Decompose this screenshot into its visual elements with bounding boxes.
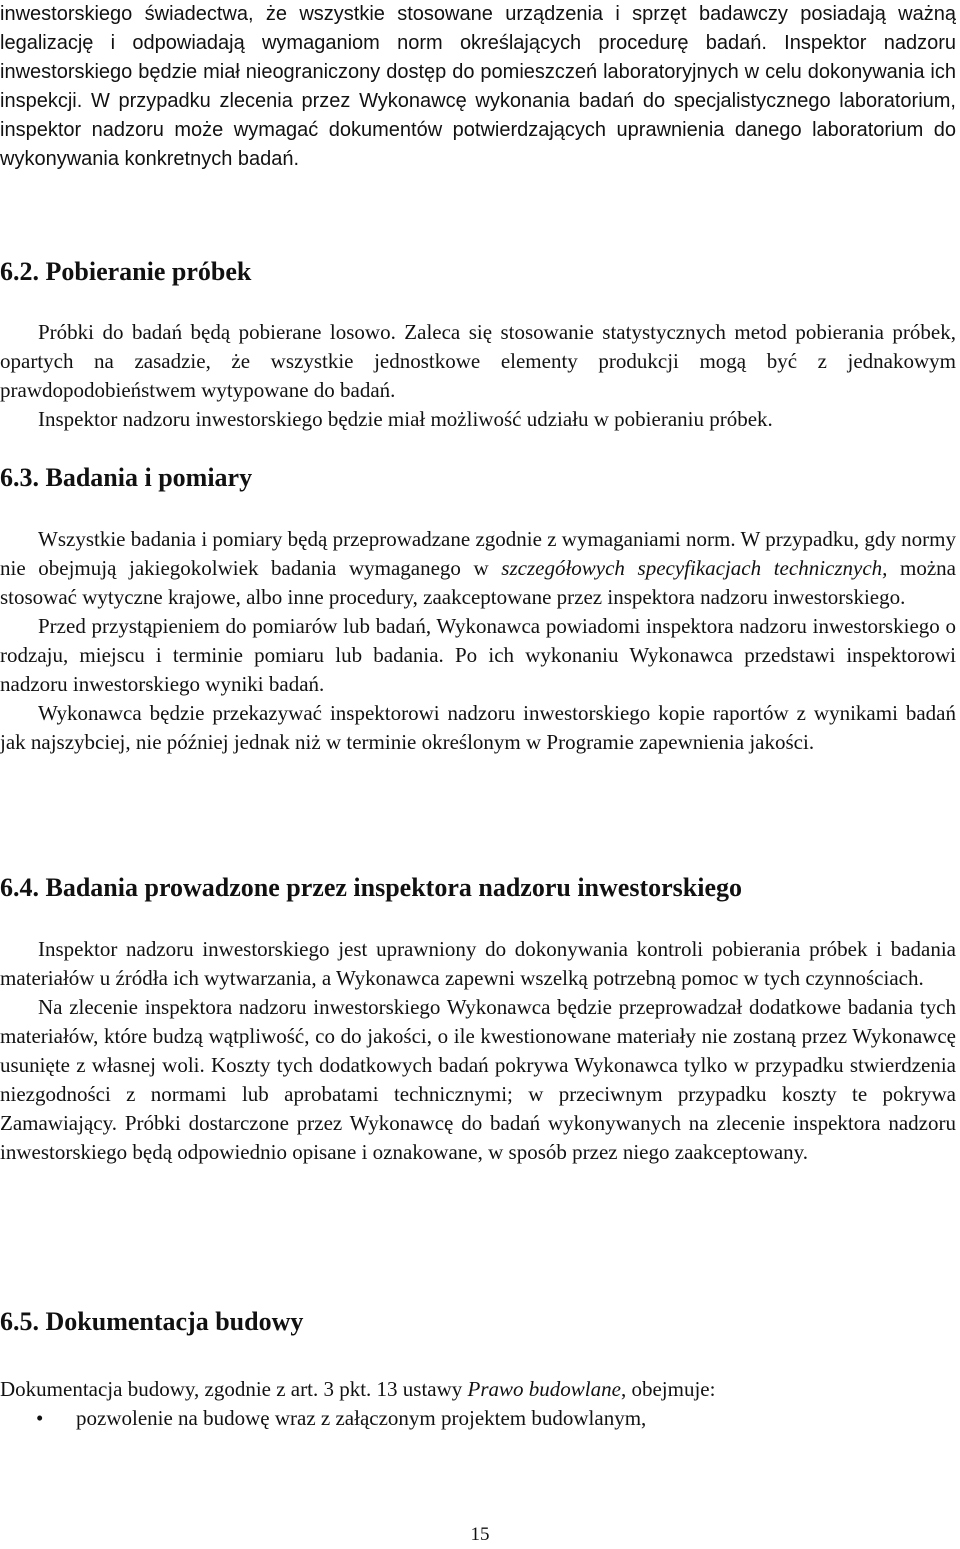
section-6-5-heading: 6.5. Dokumentacja budowy [0, 1307, 304, 1336]
section-6-3-body [0, 525, 956, 757]
section-6-4-paragraph-2: Na zlecenie inspektora nadzoru inwestorskiego Wykonawca będzie przeprowadzał dodatkowe badania tych materiałów, które budzą wątpliwość, co do jakości, o ile kwestionowane materiały nie zostaną przez Wykonawcę usunięte z własnej woli. Koszty tych dodatkowych badań pokrywa Wykonawca tylko w przypadku stwierdzenia niezgodności z normami lub aprobatami technicznymi; w przeciwnym przypadku koszty te pokrywa Zamawiający. Próbki dostarczone przez Wykonawcę do badań wykonywanych na zlecenie inspektora nadzoru inwestorskiego będą odpowiednio opisane i oznakowane, w sposób przez niego zaakceptowany. [0, 995, 956, 1164]
page-number: 15 [470, 1524, 490, 1545]
section-6-4-heading-block [0, 872, 956, 904]
section-6-5-heading-block [0, 1306, 956, 1338]
list-item-text: pozwolenie na budowę wraz z załączonym projektem budowlanym, [76, 1406, 647, 1430]
section-6-5-intro-part-b: , obejmuje: [620, 1377, 716, 1401]
section-6-3-paragraph-3: Wykonawca będzie przekazywać inspektorowi nadzoru inwestorskiego kopie raportów z wynikami badań jak najszybciej, nie później jednak niż w terminie określonym w Programie zapewnienia jakości. [0, 701, 956, 754]
section-6-3-paragraph-2: Przed przystąpieniem do pomiarów lub badań, Wykonawca powiadomi inspektora nadzoru inwestorskiego o rodzaju, miejscu i terminie pomiaru lub badania. Po ich wykonaniu Wykonawca przedstawi inspektorowi nadzoru inwestorskiego wyniki badań. [0, 614, 956, 696]
section-6-5-intro-emphasis: Prawo budowlane [467, 1377, 621, 1401]
section-6-3-p1-part-b: można stosować wytyczne krajowe, albo inne procedury, zaakceptowane przez inspektora nadzoru inwestorskiego. [0, 556, 956, 609]
section-6-4-paragraph-1: Inspektor nadzoru inwestorskiego jest uprawniony do dokonywania kontroli pobierania próbek i badania materiałów u źródła ich wytwarzania, a Wykonawca zapewni wszelką potrzebną pomoc w tych czynnościach. [0, 937, 956, 990]
section-6-3-heading-block [0, 462, 956, 494]
top-paragraph-block [0, 0, 956, 174]
section-6-2-heading-block [0, 256, 956, 288]
section-6-2-paragraph-1: Próbki do badań będą pobierane losowo. Zaleca się stosowanie statystycznych metod pobierania próbek, opartych na zasadzie, że wszystkie jednostkowe elementy produkcji mogą być z jednakowym prawdopodobieństwem wytypowane do badań. [0, 320, 956, 402]
section-6-3-paragraph-1 [0, 525, 956, 612]
bullet-icon: • [36, 1406, 44, 1430]
section-6-5-intro [0, 1375, 956, 1404]
section-6-5-body [0, 1375, 956, 1433]
section-6-3-p1-emphasis: szczegółowych specyfikacjach technicznych, [501, 556, 888, 580]
section-6-5-intro-part-a: Dokumentacja budowy, zgodnie z art. 3 pkt. 13 ustawy [0, 1377, 468, 1401]
section-6-3-p1-part-a: Wszystkie badania i pomiary będą przeprowadzane zgodnie z wymaganiami norm. W przypadku, gdy normy nie obejmują jakiegokolwiek badania wymaganego w [0, 527, 956, 580]
section-6-4-heading: 6.4. Badania prowadzone przez inspektora nadzoru inwestorskiego [0, 873, 742, 902]
section-6-2-paragraph-2: Inspektor nadzoru inwestorskiego będzie miał możliwość udziału w pobieraniu próbek. [38, 407, 773, 431]
section-6-3-heading: 6.3. Badania i pomiary [0, 463, 253, 492]
list-item [0, 1404, 956, 1433]
section-6-4-body [0, 935, 956, 1167]
section-6-2-body [0, 318, 956, 434]
section-6-2-heading: 6.2. Pobieranie próbek [0, 257, 252, 286]
top-paragraph: inwestorskiego świadectwa, że wszystkie stosowane urządzenia i sprzęt badawczy posiadają ważną legalizację i odpowiadają wymaganiom norm określających procedurę badań. Inspektor nadzoru inwestorskiego będzie miał nieograniczony dostęp do pomieszczeń laboratoryjnych w celu dokonywania ich inspekcji. W przypadku zlecenia przez Wykonawcę wykonania badań do specjalistycznego laboratorium, inspektor nadzoru może wymagać dokumentów potwierdzających uprawnienia danego laboratorium do wykonywania konkretnych badań. [0, 3, 956, 170]
